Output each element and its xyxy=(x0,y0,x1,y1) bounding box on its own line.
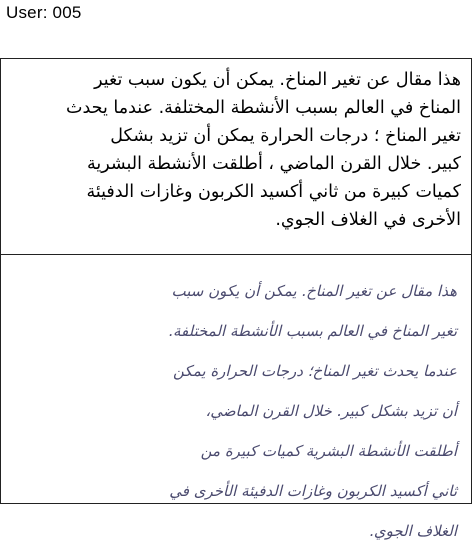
handwritten-line: هذا مقال عن تغير المناخ. يمكن أن يكون سبب xyxy=(171,282,457,300)
printed-line: كبير. خلال القرن الماضي ، أطلقت الأنشطة البشرية xyxy=(87,154,461,174)
handwritten-line: أن تزيد بشكل كبير. خلال القرن الماضي، xyxy=(205,402,457,420)
handwritten-text-block xyxy=(1,255,471,540)
user-id-label: User: 005 xyxy=(6,3,82,22)
handwritten-line: عندما يحدث تغير المناخ؛ درجات الحرارة يمكن xyxy=(173,362,457,380)
printed-line: كميات كبيرة من ثاني أكسيد الكربون وغازات الدفيئة xyxy=(86,182,461,202)
handwritten-line: أطلقت الأنشطة البشرية كميات كبيرة من xyxy=(200,442,457,460)
printed-line: المناخ في العالم بسبب الأنشطة المختلفة. عندما يحدث xyxy=(66,98,461,118)
printed-text-block xyxy=(1,59,471,255)
handwritten-line: ثاني أكسيد الكربون وغازات الدفيئة الأخرى في xyxy=(169,482,457,500)
document-sheet xyxy=(0,58,472,540)
handwritten-line: تغير المناخ في العالم بسبب الأنشطة المختلفة. xyxy=(168,322,457,340)
handwritten-line: الغلاف الجوي. xyxy=(369,522,457,540)
printed-line: الأخرى في الغلاف الجوي. xyxy=(275,210,461,230)
printed-line: هذا مقال عن تغير المناخ. يمكن أن يكون سبب تغير xyxy=(94,70,461,90)
printed-line: تغير المناخ ؛ درجات الحرارة يمكن أن تزيد بشكل xyxy=(110,126,461,146)
